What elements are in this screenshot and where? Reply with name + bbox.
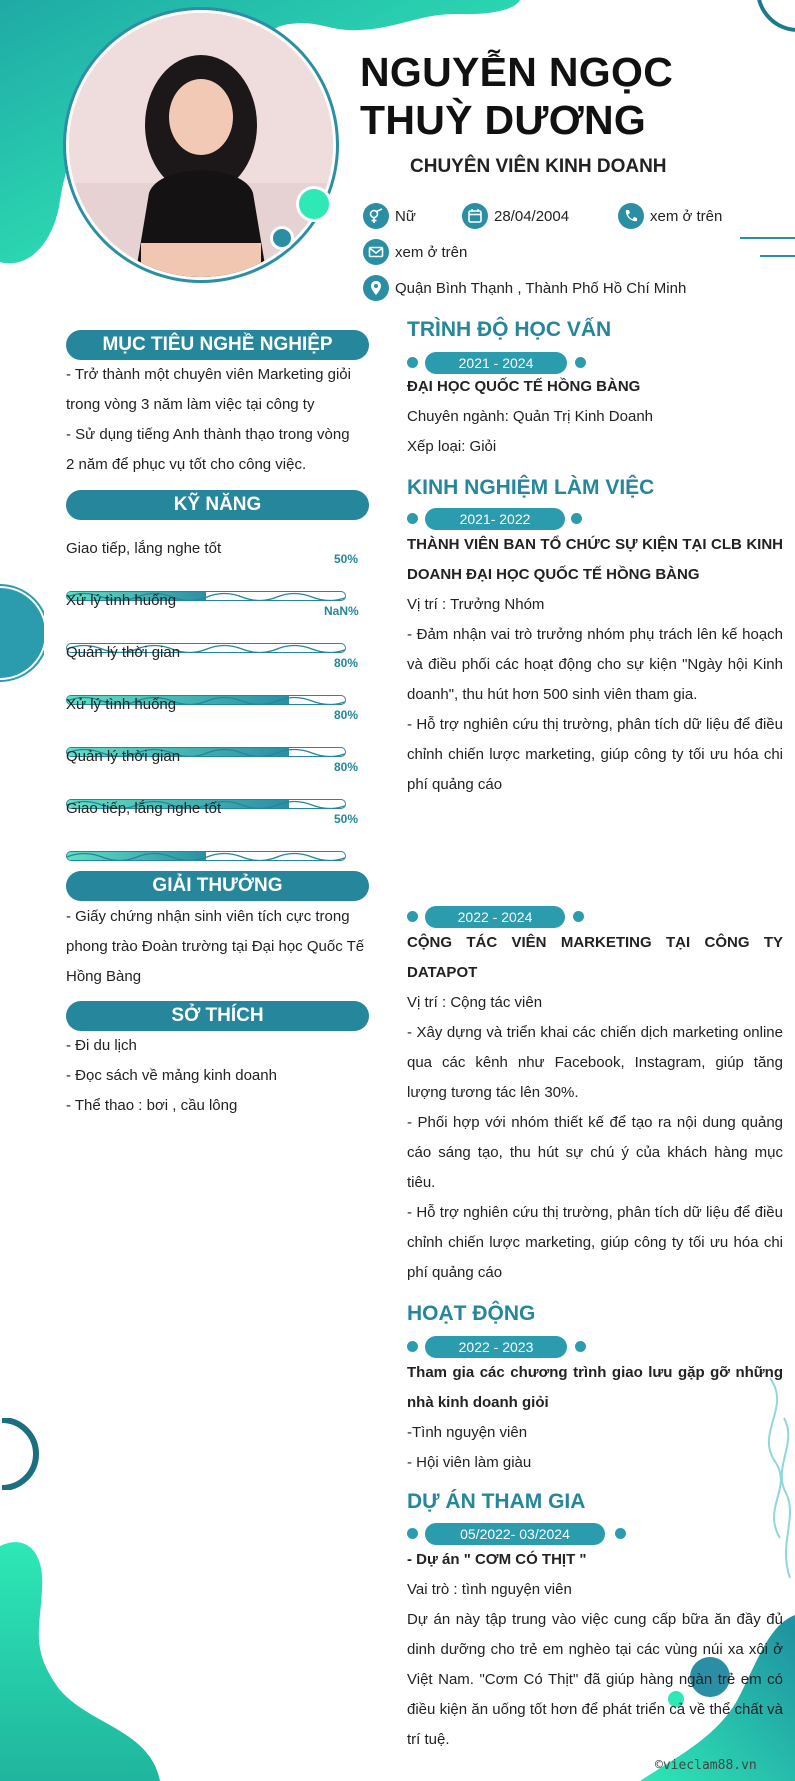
activities-date-row	[407, 1336, 597, 1356]
bottom-left-blob	[0, 1540, 170, 1781]
education-major: Chuyên ngành: Quản Trị Kinh Doanh	[407, 408, 653, 425]
projects-detail	[407, 1545, 783, 1755]
birthday-field	[462, 203, 569, 229]
job1-desc: - Đảm nhận vai trò trưởng nhóm phụ trách lên kế hoạch và điều phối các hoạt động cho sự kiện "Ngày hội Kinh doanh", thu hút hơn 500 sinh viên tham gia.	[407, 626, 783, 703]
job2-position: Vị trí : Cộng tác viên	[407, 994, 543, 1011]
job1-date: 2021- 2022	[425, 508, 565, 530]
project-name: - Dự án " CƠM CÓ THỊT "	[407, 1551, 587, 1568]
awards-line: phong trào Đoàn trường tại Đại học Quốc Tế	[66, 938, 365, 955]
skill-bar	[66, 851, 346, 861]
timeline-dot	[573, 911, 584, 922]
avatar	[66, 10, 336, 280]
skill-percent: 50%	[334, 552, 359, 566]
timeline-dot	[575, 1341, 586, 1352]
location-pin-icon	[363, 275, 389, 301]
wave-icon	[67, 852, 346, 861]
left-half-circle	[0, 583, 44, 683]
skill-percent: NaN%	[324, 604, 359, 618]
skill-item	[66, 644, 359, 671]
skill-item	[66, 592, 359, 619]
email-icon	[363, 239, 389, 265]
experience-heading: KINH NGHIỆM LÀM VIỆC	[407, 476, 655, 499]
phone-field	[618, 203, 722, 229]
calendar-icon	[462, 203, 488, 229]
top-right-arc	[750, 0, 795, 40]
avatar-dot-small	[270, 226, 294, 250]
activities-line: -Tình nguyện viên	[407, 1424, 528, 1441]
timeline-dot	[407, 1528, 418, 1539]
timeline-dot	[407, 357, 418, 368]
gender-value: Nữ	[395, 207, 416, 225]
skill-percent: 50%	[334, 812, 359, 826]
skill-item	[66, 540, 359, 567]
email-field	[363, 239, 467, 265]
objective-line: - Trở thành một chuyên viên Marketing giỏi	[66, 366, 351, 383]
objective-text	[66, 360, 376, 480]
skill-percent: 80%	[334, 708, 359, 722]
awards-line: - Giấy chứng nhận sinh viên tích cực trong	[66, 908, 350, 925]
objective-line: trong vòng 3 năm làm việc tại công ty	[66, 396, 315, 413]
left-arc-lower	[0, 1418, 42, 1490]
skill-label: Giao tiếp, lắng nghe tốt	[66, 540, 222, 557]
avatar-dot-large	[296, 186, 332, 222]
projects-date: 05/2022- 03/2024	[425, 1523, 605, 1545]
timeline-dot	[575, 357, 586, 368]
hobby-item: - Thể thao : bơi , cầu lông	[66, 1097, 238, 1114]
education-date: 2021 - 2024	[425, 352, 567, 374]
skill-item	[66, 696, 359, 723]
phone-value: xem ở trên	[650, 207, 723, 225]
candidate-name: NGUYỄN NGỌC THUỲ DƯƠNG	[360, 49, 674, 143]
education-heading: TRÌNH ĐỘ HỌC VẤN	[407, 318, 612, 341]
hobbies-heading: SỞ THÍCH	[66, 1001, 369, 1031]
awards-line: Hồng Bàng	[66, 968, 142, 985]
job2-desc: - Hỗ trợ nghiên cứu thị trường, phân tích dữ liệu để điều chỉnh chiến lược marketing, giúp công ty tối ưu hóa chi phí quảng cáo	[407, 1204, 783, 1281]
address-value: Quận Bình Thạnh , Thành Phố Hồ Chí Minh	[395, 279, 687, 297]
phone-icon	[618, 203, 644, 229]
gender-field	[363, 203, 416, 229]
hobby-item: - Đi du lịch	[66, 1037, 137, 1054]
job2-desc: - Phối hợp với nhóm thiết kế để tạo ra nội dung quảng cáo sáng tạo, thu hút sự chú ý của khách hàng mục tiêu.	[407, 1114, 783, 1191]
watermark: ©vieclam88.vn	[655, 1758, 757, 1773]
address-field	[363, 275, 686, 301]
skill-label: Xử lý tình huống	[66, 696, 177, 713]
school-name: ĐẠI HỌC QUỐC TẾ HỒNG BÀNG	[407, 378, 641, 395]
gender-icon	[363, 203, 389, 229]
project-role: Vai trò : tình nguyện viên	[407, 1581, 572, 1598]
skill-item	[66, 748, 359, 775]
timeline-dot	[615, 1528, 626, 1539]
activities-heading: HOẠT ĐỘNG	[407, 1302, 536, 1325]
timeline-dot	[407, 1341, 418, 1352]
objective-heading: MỤC TIÊU NGHỀ NGHIỆP	[66, 330, 369, 360]
job2-date: 2022 - 2024	[425, 906, 565, 928]
job1-position: Vị trí : Trưởng Nhóm	[407, 596, 545, 613]
hobbies-text	[66, 1031, 376, 1121]
skill-label: Xử lý tình huống	[66, 592, 177, 609]
job2-date-row	[407, 906, 597, 926]
awards-heading: GIẢI THƯỞNG	[66, 871, 369, 901]
hobby-item: - Đọc sách về mảng kinh doanh	[66, 1067, 277, 1084]
education-rank: Xếp loại: Giỏi	[407, 438, 497, 455]
projects-heading: DỰ ÁN THAM GIA	[407, 1490, 586, 1513]
objective-line: 2 năm để phục vụ tốt cho công việc.	[66, 456, 307, 473]
right-lines	[740, 236, 795, 260]
education-detail	[407, 372, 783, 462]
job2-company: CỘNG TÁC VIÊN MARKETING TẠI CÔNG TY DATAPOT	[407, 934, 783, 981]
education-date-row	[407, 352, 597, 372]
job2-desc: - Xây dựng và triển khai các chiến dịch marketing online qua các kênh như Facebook, Instagram, giúp tăng lượng tương tác lên 30%.	[407, 1024, 783, 1101]
job1-date-row	[407, 508, 597, 528]
job1-detail	[407, 530, 783, 800]
project-desc: Dự án này tập trung vào việc cung cấp bữa ăn đầy đủ dinh dưỡng cho trẻ em nghèo tại các vùng núi xa xôi ở Việt Nam. "Cơm Có Thịt" đã giúp hàng ngàn trẻ em có điều kiện ăn uống tốt hơn để phát triển cả về thể chất và trí tuệ.	[407, 1611, 783, 1748]
activities-date: 2022 - 2023	[425, 1336, 567, 1358]
activities-detail	[407, 1358, 783, 1478]
email-value: xem ở trên	[395, 243, 468, 261]
activities-line: - Hội viên làm giàu	[407, 1454, 532, 1471]
job-title: CHUYÊN VIÊN KINH DOANH	[410, 156, 667, 177]
birthday-value: 28/04/2004	[494, 207, 570, 225]
skill-label: Quản lý thời gian	[66, 644, 181, 661]
skill-item	[66, 800, 359, 827]
awards-text	[66, 902, 376, 992]
skill-label: Quản lý thời gian	[66, 748, 181, 765]
objective-line: - Sử dụng tiếng Anh thành thạo trong vòng	[66, 426, 350, 443]
skills-heading: KỸ NĂNG	[66, 490, 369, 520]
timeline-dot	[407, 911, 418, 922]
skill-label: Giao tiếp, lắng nghe tốt	[66, 800, 222, 817]
skill-percent: 80%	[334, 656, 359, 670]
activities-title: Tham gia các chương trình giao lưu gặp gỡ những nhà kinh doanh giỏi	[407, 1364, 783, 1411]
job1-desc: - Hỗ trợ nghiên cứu thị trường, phân tích dữ liệu để điều chỉnh chiến lược marketing, giúp công ty tối ưu hóa chi phí quảng cáo	[407, 716, 783, 793]
timeline-dot	[407, 513, 418, 524]
job1-company: THÀNH VIÊN BAN TỔ CHỨC SỰ KIỆN TẠI CLB KINH DOANH ĐẠI HỌC QUỐC TẾ HỒNG BÀNG	[407, 536, 783, 583]
job2-detail	[407, 928, 783, 1288]
projects-date-row	[407, 1523, 637, 1543]
timeline-dot	[571, 513, 582, 524]
skill-percent: 80%	[334, 760, 359, 774]
